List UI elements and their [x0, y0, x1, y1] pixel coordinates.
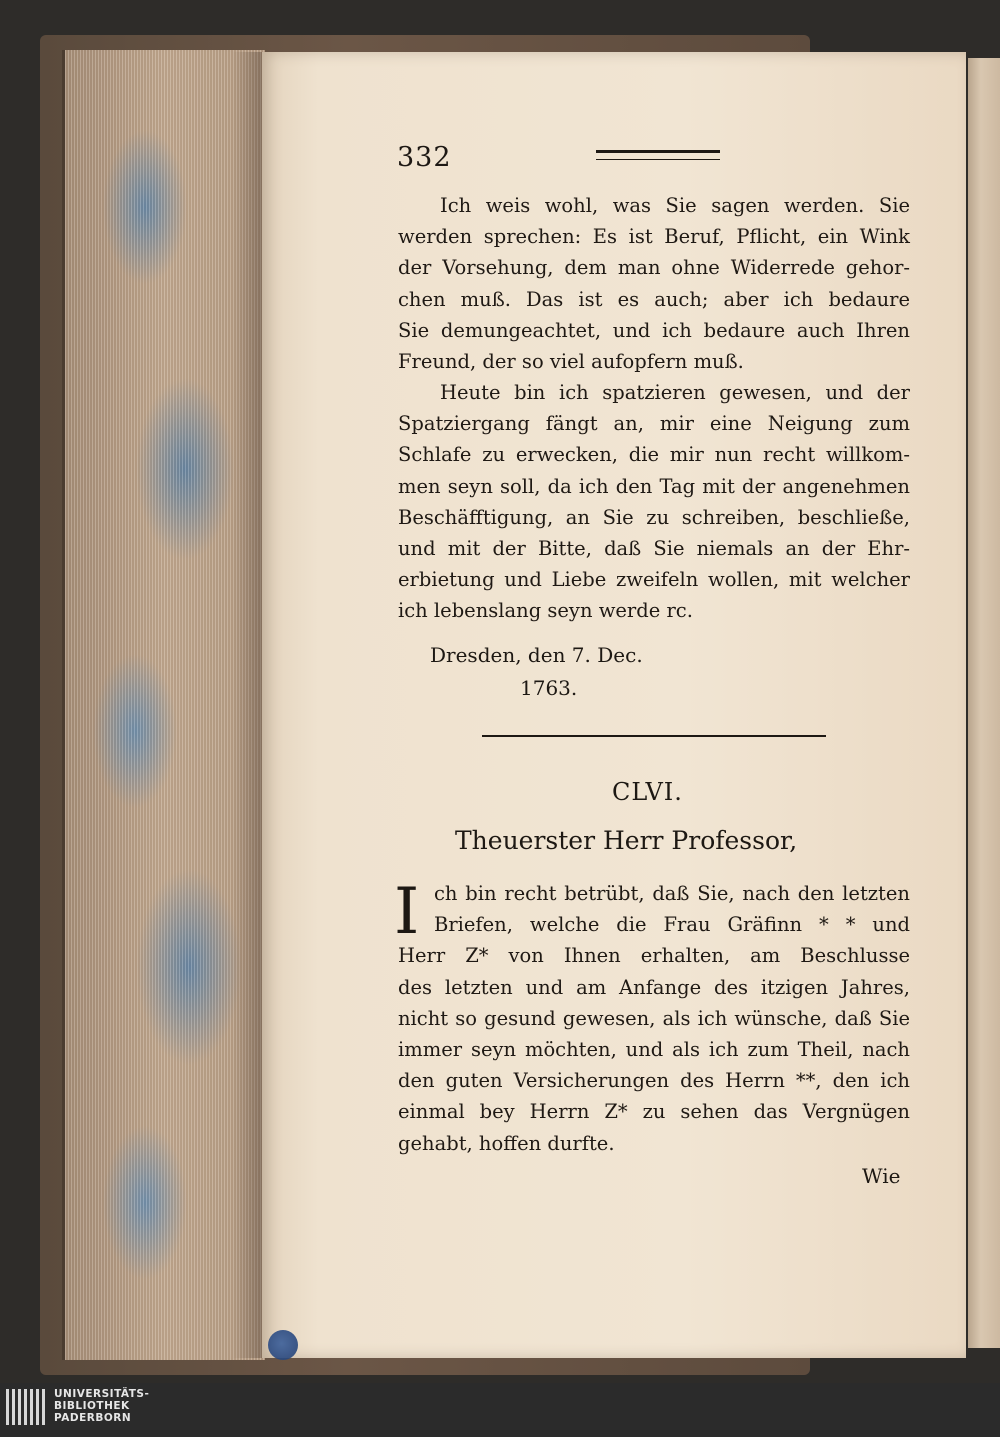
text-line: der Vorsehung, dem man ohne Widerrede gehor- — [398, 256, 910, 280]
drop-cap: I — [394, 875, 420, 949]
section-divider — [482, 735, 826, 737]
paragraph-2 — [398, 377, 910, 627]
library-name-line: PADERBORN — [54, 1412, 132, 1424]
library-name-line: UNIVERSITÄTS- — [54, 1388, 150, 1400]
text-line: Herr Z* von Ihnen erhalten, am Beschlusse — [398, 944, 910, 968]
page-number: 332 — [397, 142, 452, 173]
text-line: nicht so gesund gewesen, als ich wünsche, daß Sie — [398, 1006, 910, 1030]
paragraph-3 — [398, 878, 910, 1159]
text-line: erbietung und Liebe zweifeln wollen, mit welcher — [398, 568, 910, 592]
text-line: einmal bey Herrn Z* zu sehen das Vergnügen — [398, 1100, 910, 1124]
text-line: ch bin recht betrübt, daß Sie, nach den letzten — [434, 882, 910, 905]
text-line: werden sprechen: Es ist Beruf, Pflicht, ein Wink — [398, 225, 910, 249]
letter-dateline: Dresden, den 7. Dec. — [430, 643, 643, 667]
catchword: Wie — [862, 1164, 901, 1188]
text-line: Briefen, welche die Frau Gräfinn * * und — [434, 913, 910, 937]
library-footer — [0, 1383, 1000, 1437]
text-line: Heute bin ich spatzieren gewesen, und der — [440, 381, 910, 404]
text-line: gehabt, hoffen durfte. — [398, 1131, 615, 1155]
text-line: den guten Versicherungen des Herrn **, den ich — [398, 1069, 910, 1093]
text-line: Schlafe zu erwecken, die mir nun recht willkom- — [398, 443, 910, 467]
paragraph-1 — [398, 190, 910, 377]
text-line: chen muß. Das ist es auch; aber ich bedaure — [398, 287, 910, 311]
library-name-line: BIBLIOTHEK — [54, 1400, 130, 1412]
library-stamp-dot — [268, 1330, 298, 1360]
letter-year: 1763. — [520, 676, 578, 700]
text-line: Ich weis wohl, was Sie sagen werden. Sie — [440, 194, 910, 217]
text-line: ich lebenslang seyn werde rc. — [398, 599, 693, 623]
text-line: Freund, der so viel aufopfern muß. — [398, 350, 744, 374]
text-line: immer seyn möchten, und als ich zum Theil, nach — [398, 1038, 910, 1062]
header-rule — [596, 150, 720, 160]
facing-page-edge — [968, 58, 1000, 1348]
text-line: Spatziergang fängt an, mir eine Neigung zum — [398, 412, 910, 436]
text-line: Beschäfftigung, an Sie zu schreiben, beschließe, — [398, 505, 910, 529]
letter-number: CLVI. — [612, 778, 683, 806]
text-line: und mit der Bitte, daß Sie niemals an der Ehr- — [398, 537, 910, 561]
library-logo-icon — [6, 1389, 48, 1425]
text-line: des letzten und am Anfange des itzigen Jahres, — [398, 975, 910, 999]
library-name — [54, 1388, 149, 1424]
text-line: men seyn soll, da ich den Tag mit der angenehmen — [398, 474, 910, 498]
text-line: Sie demungeachtet, und ich bedaure auch Ihren — [398, 318, 910, 342]
gutter-shadow — [232, 52, 262, 1358]
salutation: Theuerster Herr Professor, — [455, 826, 798, 855]
